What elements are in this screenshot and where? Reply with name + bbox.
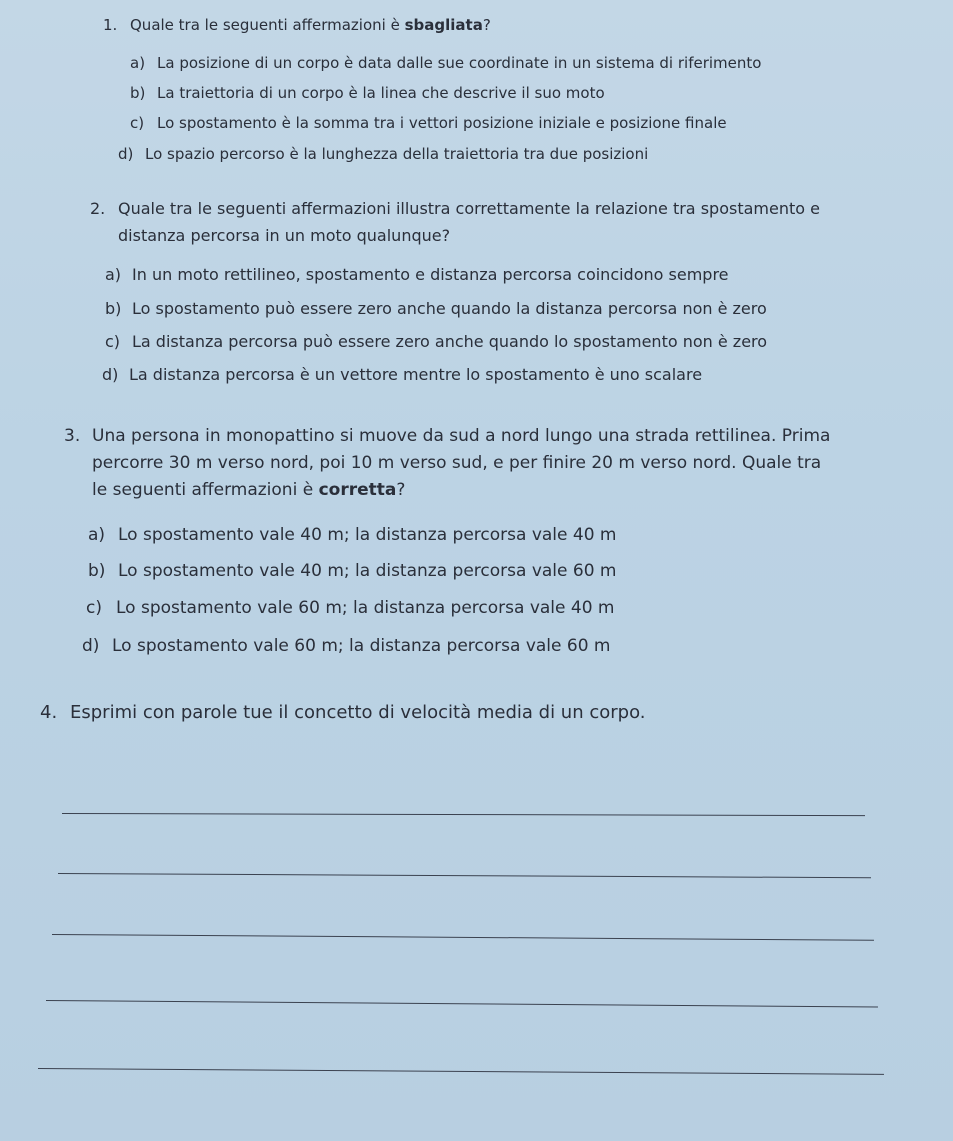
question-3-keyword: corretta: [318, 480, 397, 500]
question-4-number: 4.: [40, 702, 58, 723]
question-3-option-c-letter: c): [86, 598, 102, 618]
question-1-option-d-text: Lo spazio percorso è la lunghezza della traiettoria tra due posizioni: [145, 145, 649, 163]
question-3-line-3-after: ?: [396, 480, 406, 500]
question-2-option-c-letter: c): [105, 332, 121, 351]
question-2-line-1: Quale tra le seguenti affermazioni illustra correttamente la relazione tra spostamento e: [118, 199, 820, 218]
question-1-number: 1.: [103, 16, 118, 34]
answer-line-5[interactable]: [38, 1068, 884, 1075]
question-3-line-2: percorre 30 m verso nord, poi 10 m verso sud, e per finire 20 m verso nord. Quale tra: [92, 453, 822, 473]
question-2-option-b-text: Lo spostamento può essere zero anche quando la distanza percorsa non è zero: [132, 299, 767, 318]
question-1-text-before: Quale tra le seguenti affermazioni è: [130, 16, 405, 34]
question-3-option-d-letter: d): [82, 636, 100, 656]
question-2-option-a-text: In un moto rettilineo, spostamento e distanza percorsa coincidono sempre: [132, 265, 729, 284]
question-3-option-b-letter: b): [88, 561, 106, 581]
question-1-keyword: sbagliata: [404, 16, 483, 34]
answer-line-1[interactable]: [62, 813, 865, 816]
question-1-option-a-text: La posizione di un corpo è data dalle sue coordinate in un sistema di riferimento: [157, 54, 762, 72]
question-3-line-3-before: le seguenti affermazioni è: [92, 480, 319, 500]
question-2-option-b-letter: b): [105, 299, 122, 318]
question-1-option-a-letter: a): [130, 54, 146, 72]
question-2-number: 2.: [90, 199, 106, 218]
question-1-option-b-letter: b): [130, 84, 146, 102]
question-2-line-2: distanza percorsa in un moto qualunque?: [118, 226, 451, 245]
question-3-option-d-text: Lo spostamento vale 60 m; la distanza percorsa vale 60 m: [112, 636, 611, 656]
question-1-option-b-text: La traiettoria di un corpo è la linea che descrive il suo moto: [157, 84, 605, 102]
question-1-text: [130, 18, 491, 33]
question-1-text-after: ?: [482, 16, 491, 34]
question-3-number: 3.: [64, 426, 81, 446]
question-4-text: Esprimi con parole tue il concetto di velocità media di un corpo.: [70, 702, 646, 723]
answer-line-2[interactable]: [58, 873, 871, 878]
question-1-option-c-letter: c): [130, 114, 145, 132]
question-1-option-d-letter: d): [118, 145, 134, 163]
question-1-option-c-text: Lo spostamento è la somma tra i vettori posizione iniziale e posizione finale: [157, 114, 727, 132]
question-3-line-1: Una persona in monopattino si muove da sud a nord lungo una strada rettilinea. Prima: [92, 426, 831, 446]
question-3-line-3: [92, 482, 405, 499]
question-3-option-a-text: Lo spostamento vale 40 m; la distanza percorsa vale 40 m: [118, 525, 617, 545]
question-3-option-c-text: Lo spostamento vale 60 m; la distanza percorsa vale 40 m: [116, 598, 615, 618]
question-3-option-a-letter: a): [88, 525, 106, 545]
question-3-option-b-text: Lo spostamento vale 40 m; la distanza percorsa vale 60 m: [118, 561, 617, 581]
question-2-option-d-letter: d): [102, 365, 119, 384]
answer-line-4[interactable]: [46, 1000, 878, 1008]
question-2-option-a-letter: a): [105, 265, 122, 284]
question-2-option-c-text: La distanza percorsa può essere zero anche quando lo spostamento non è zero: [132, 332, 768, 351]
question-2-option-d-text: La distanza percorsa è un vettore mentre lo spostamento è uno scalare: [129, 365, 703, 384]
answer-line-3[interactable]: [52, 934, 874, 941]
